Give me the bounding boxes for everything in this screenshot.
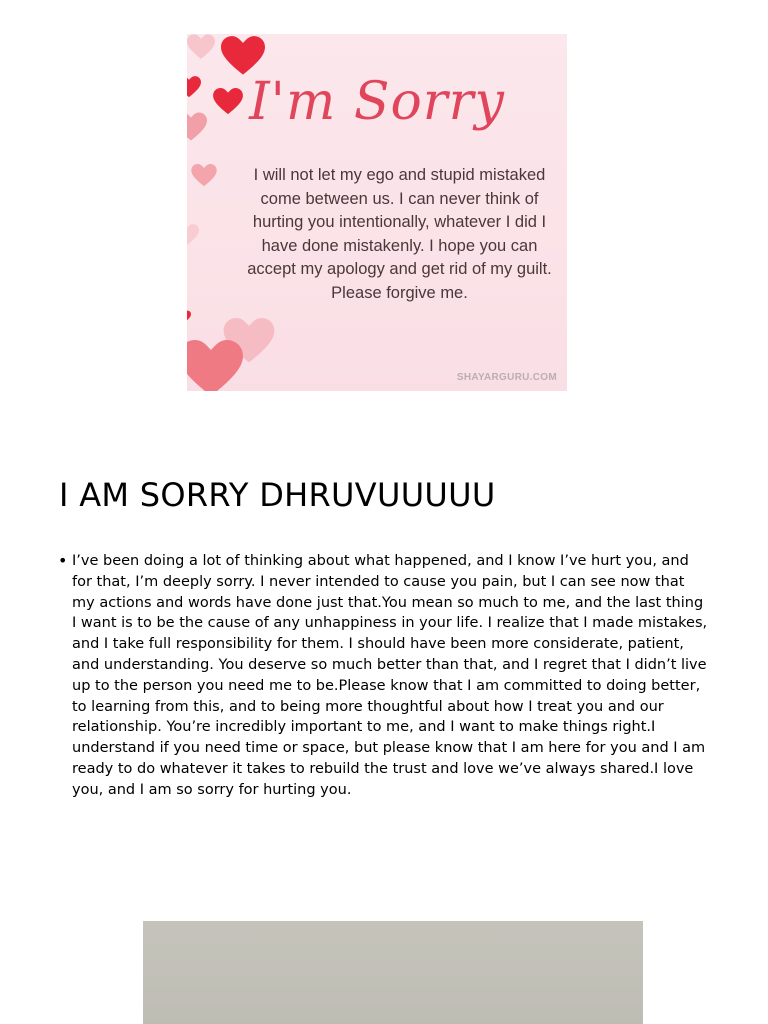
heart-icon [187,34,215,60]
card-watermark: SHAYARGURU.COM [456,372,557,383]
heart-icon [191,164,217,187]
page-title: I AM SORRY DHRUVUUUUU [59,476,496,514]
heart-icon [187,308,191,326]
bullet-list [58,551,710,801]
apology-card-image [187,34,567,391]
bullet-icon: • [58,551,68,570]
heart-icon [221,36,265,76]
bullet-text: I’ve been doing a lot of thinking about what happened, and I know I’ve hurt you, and for that, I’m deeply sorry. I never intended to cause you pain, but I can see now that my actions and words have done just that.You mean so much to me, and the last thing I want is to be the cause of any unhappiness in your life. I realize that I made mistakes, and I take full responsibility for them. I should have been more considerate, patient, and understanding. You deserve so much better than that, and I regret that I didn’t live up to the person you need me to be.Please know that I am committed to doing better, to learning from this, and to being more thoughtful about how I treat you and our relationship. You’re incredibly important to me, and I want to make things right.I understand if you need time or space, but please know that I am here for you and I am ready to do whatever it takes to rebuild the trust and love we’ve always shared.I love you, and I am so sorry for hurting you. [72,553,708,798]
heart-icon [187,210,199,260]
card-message: I will not let my ego and stupid mistaked come between us. I can never think of hurting you intentionally, whatever I did I have done mistakenly. I hope you can accept my apology and get rid of my guilt. Please forgive me. [247,166,552,302]
card-script-title: I'm Sorry [249,72,505,132]
heart-icon [187,340,243,391]
bottom-photo [143,921,643,1024]
